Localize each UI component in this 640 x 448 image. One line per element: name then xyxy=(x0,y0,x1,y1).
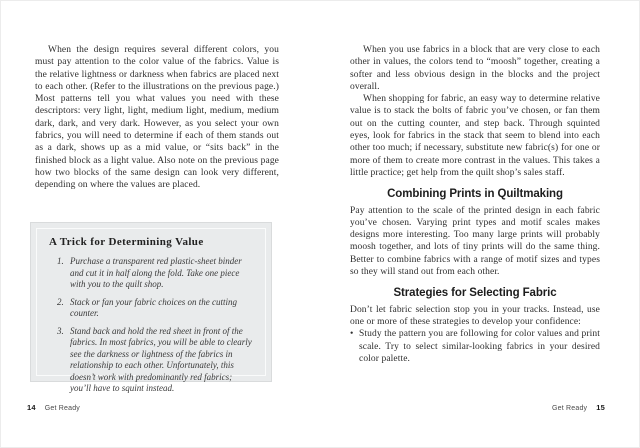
right-paragraph-4: Don’t let fabric selection stop you in your tracks. Instead, use one or more of these strategies to develop your confidence: xyxy=(350,304,600,327)
trick-box xyxy=(30,222,272,393)
page-footer-right xyxy=(552,403,605,412)
trick-item-number: 1. xyxy=(57,256,64,266)
page-number-left: 14 xyxy=(27,403,36,412)
trick-box-inner-frame xyxy=(36,228,266,393)
page-footer-left xyxy=(27,403,80,412)
section-heading-strategies: Strategies for Selecting Fabric xyxy=(393,287,557,300)
right-paragraph-3: Pay attention to the scale of the printed design in each fabric you’ve chosen. Varying print types and motif scales makes designs more interesting. Too many large prints will probably moosh together, and lots of tiny prints will do the same thing. Better to combine fabrics with a range of motif sizes and types so they will stand out from each other. xyxy=(350,205,600,278)
right-paragraph-1: When you use fabrics in a block that are very close to each other in values, the colors tend to “moosh” together, creating a softer and less obvious design in the blocks and the project overall. xyxy=(350,45,600,92)
section-heading-combining-prints: Combining Prints in Quiltmaking xyxy=(387,188,563,201)
bullet-item-text: Study the pattern you are following for color values and print scale. Try to select similar-looking fabrics in your desired color palette. xyxy=(359,329,600,364)
right-text-column xyxy=(350,44,600,365)
bullet-item xyxy=(350,328,600,365)
trick-item-text: Purchase a transparent red plastic-sheet binder and cut it in half along the fold. Take one piece with you to the quilt shop. xyxy=(70,256,242,289)
trick-box-title: A Trick for Determining Value xyxy=(49,236,204,248)
trick-item xyxy=(57,256,255,291)
right-paragraph-2: When shopping for fabric, an easy way to determine relative value is to stack the bolts of fabric you’ve chosen, or fan them out on the cutting counter, and step back. Through squinted eyes, look for fabrics in the stack that seem to blend into each other too much; if necessary, substitute new fabric(s) for one or more of them to create more contrast in the values. This takes a little practice; get help from the quilt shop’s sales staff. xyxy=(350,94,600,178)
trick-item-text: Stack or fan your fabric choices on the cutting counter. xyxy=(70,296,237,318)
page-number-right: 15 xyxy=(596,403,605,412)
trick-item-number: 3. xyxy=(57,325,64,336)
trick-item-number: 2. xyxy=(57,296,64,307)
section-label-right: Get Ready xyxy=(551,405,588,412)
bullet-icon: • xyxy=(350,329,354,340)
page-right xyxy=(320,0,640,448)
trick-item-text: Stand back and hold the red sheet in front of the fabrics. In most fabrics, you will be able to clearly see the darkness or lightness of the fabrics in relationship to each other. Unfortunately, this doesn’t work with predominantly red fabrics; you’ll have to squint instead. xyxy=(70,325,252,393)
trick-item xyxy=(57,326,255,395)
left-body-paragraph: When the design requires several different colors, you must pay attention to the color value of the fabrics. Value is the relative lightness or darkness when fabrics are placed next to each other. (Refer to the illustrations on the previous page.) Most patterns tell you what values you need with these descriptors: very light, light, medium light, medium, medium dark, dark, and very dark. However, as you select your own fabrics, you will need to determine if each of them stands out as a dark, shows up as a mid value, or “sits back” in the finished block as a light value. Also note on the previous page how two blocks of the same design can look very different, depending on where the values are placed. xyxy=(35,45,279,191)
section-label-left: Get Ready xyxy=(44,405,81,412)
trick-item xyxy=(57,297,255,320)
